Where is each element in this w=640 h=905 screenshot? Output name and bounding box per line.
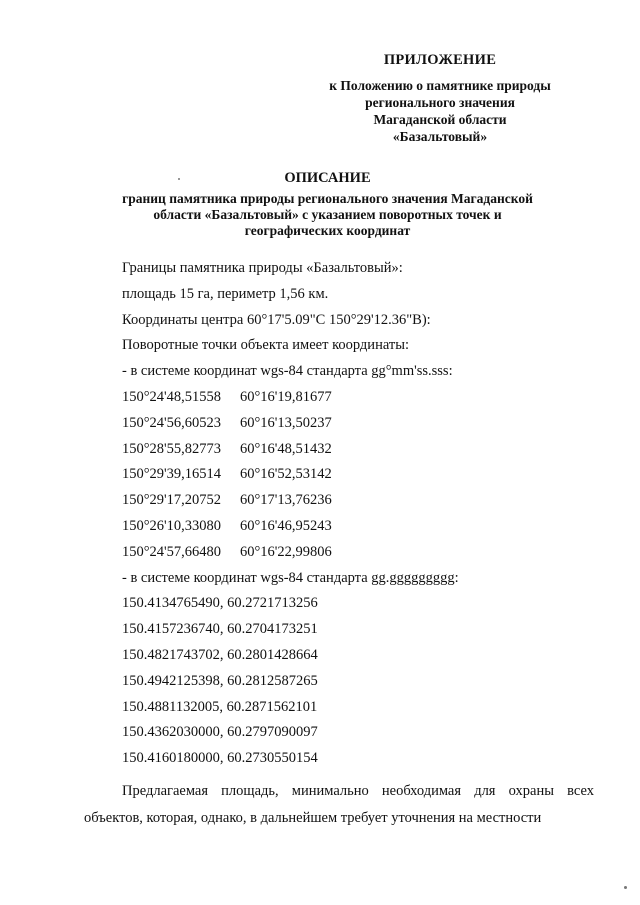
appendix-title: ПРИЛОЖЕНИЕ bbox=[383, 52, 497, 68]
scan-speck bbox=[624, 886, 627, 889]
appendix-header bbox=[300, 52, 580, 145]
dms-lon: 150°28'55,82773 bbox=[122, 440, 222, 457]
decimal-point-row: 150.4134765490, 60.2721713256 bbox=[122, 595, 318, 612]
heading-title: ОПИСАНИЕ bbox=[284, 170, 371, 186]
document-body bbox=[122, 256, 592, 772]
intro-line: Поворотные точки объекта имеет координаты: bbox=[122, 337, 409, 354]
intro-line: Координаты центра 60°17'5.09"С 150°29'12.36"В): bbox=[122, 311, 431, 328]
dms-point-row bbox=[122, 385, 592, 411]
decimal-point-row: 150.4942125398, 60.2812587265 bbox=[122, 672, 318, 689]
dms-lat: 60°16'13,50237 bbox=[240, 414, 332, 431]
intro-line: Границы памятника природы «Базальтовый»: bbox=[122, 260, 403, 276]
decimal-point-row: 150.4362030000, 60.2797090097 bbox=[122, 724, 318, 741]
decimal-label: - в системе координат wgs-84 стандарта gg.ggggggggg: bbox=[122, 569, 459, 586]
decimal-point-row: 150.4821743702, 60.2801428664 bbox=[122, 646, 318, 663]
dms-lon: 150°29'17,20752 bbox=[122, 492, 222, 509]
dms-lat: 60°17'13,76236 bbox=[240, 492, 332, 509]
dms-point-row bbox=[122, 437, 592, 463]
decimal-point-row: 150.4881132005, 60.2871562101 bbox=[122, 698, 318, 715]
dms-point-row bbox=[122, 411, 592, 437]
appendix-line: Магаданской области bbox=[373, 112, 507, 127]
appendix-line: «Базальтовый» bbox=[392, 129, 488, 144]
dms-lat: 60°16'46,95243 bbox=[240, 517, 332, 534]
dms-lon: 150°24'56,60523 bbox=[122, 414, 222, 431]
dms-lat: 60°16'19,81677 bbox=[240, 388, 332, 405]
dms-label: - в системе координат wgs-84 стандарта gg°mm'ss.sss: bbox=[122, 363, 453, 380]
heading-subtitle-line: области «Базальтовый» с указанием поворотных точек и bbox=[153, 207, 502, 222]
appendix-line: регионального значения bbox=[365, 95, 515, 110]
dms-lon: 150°29'39,16514 bbox=[122, 466, 222, 483]
decimal-point-row: 150.4160180000, 60.2730550154 bbox=[122, 750, 318, 767]
appendix-line: к Положению о памятнике природы bbox=[329, 78, 551, 93]
dms-lon: 150°26'10,33080 bbox=[122, 517, 222, 534]
dms-lon: 150°24'57,66480 bbox=[122, 543, 222, 560]
dms-lon: 150°24'48,51558 bbox=[122, 388, 222, 405]
dms-point-row bbox=[122, 514, 592, 540]
decimal-point-row: 150.4157236740, 60.2704173251 bbox=[122, 621, 318, 638]
dms-point-row bbox=[122, 540, 592, 566]
document-heading bbox=[70, 170, 585, 239]
dms-point-row bbox=[122, 488, 592, 514]
dms-lat: 60°16'52,53142 bbox=[240, 466, 332, 483]
dms-point-row bbox=[122, 462, 592, 488]
heading-subtitle-line: географических координат bbox=[244, 223, 411, 238]
closing-paragraph: Предлагаемая площадь, минимально необходимая для охраны всех объектов, которая, однако, в дальнейшем требует уточнения на местности bbox=[84, 783, 594, 826]
dms-lat: 60°16'48,51432 bbox=[240, 440, 332, 457]
dms-lat: 60°16'22,99806 bbox=[240, 543, 332, 560]
intro-line: площадь 15 га, периметр 1,56 км. bbox=[122, 285, 329, 302]
heading-subtitle-line: границ памятника природы регионального значения Магаданской bbox=[122, 191, 533, 206]
scan-speck bbox=[178, 178, 180, 180]
